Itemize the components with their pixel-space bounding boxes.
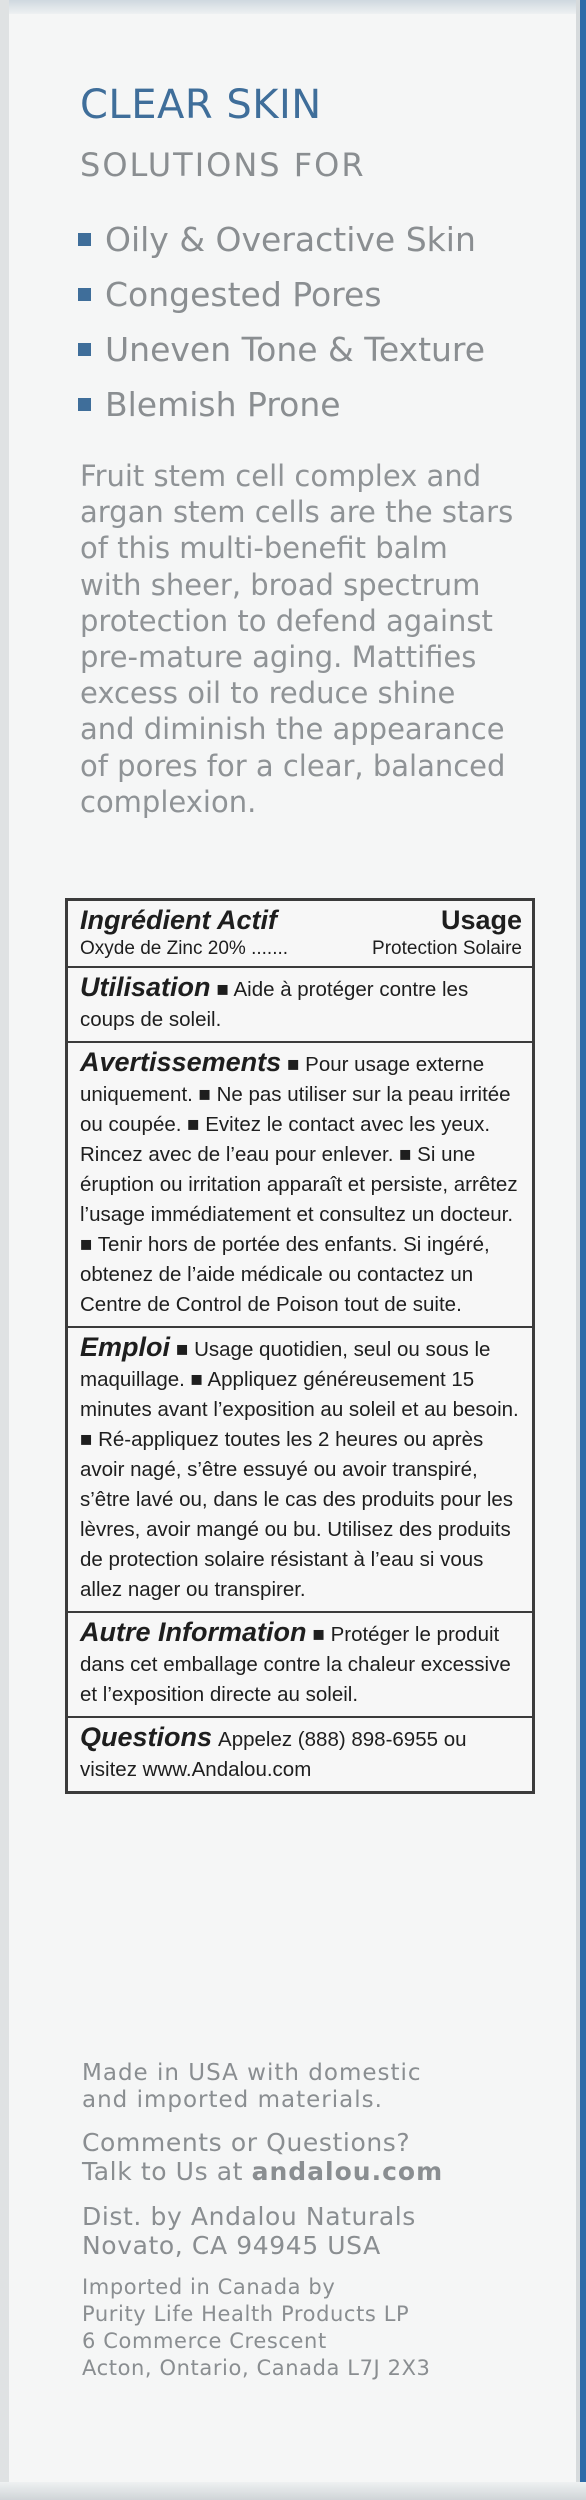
- square-bullet-icon: [78, 288, 91, 301]
- drug-facts-box: [65, 898, 535, 1794]
- benefit-label: Congested Pores: [105, 275, 382, 314]
- contact-statement: [82, 2128, 552, 2186]
- use-section: [68, 968, 532, 1043]
- directions-text: ■ Usage quotidien, seul ou sous le maquillage. ■ Appliquez généreusement 15 minutes avant l’exposition au soleil et au besoin. ■ Ré-appliquez toutes les 2 heures ou après avoir nagé, s’être essuyé ou avoir transpiré, s’être lavé ou, dans le cas des produits pour les lèvres, avoir mangé ou bu. Utilisez des produits de protection solaire résistant à l’eau si vous allez nager ou transpirer.: [80, 1338, 519, 1601]
- use-text: ■ Aide à protéger contre les coups de soleil.: [80, 978, 469, 1031]
- other-information-text: ■ Protéger le produit dans cet emballage contre la chaleur excessive et l’exposition directe au soleil.: [80, 1623, 511, 1706]
- benefits-list: [78, 212, 485, 432]
- panel-left-edge: [0, 0, 9, 2500]
- importer-line: 6 Commerce Crescent: [82, 2329, 327, 2353]
- comments-line: Comments or Questions?: [82, 2128, 411, 2157]
- made-in-line: and imported materials.: [82, 2087, 383, 2113]
- other-information-heading: Autre Information: [80, 1617, 307, 1647]
- description-line: Fruit stem cell complex and: [80, 459, 482, 493]
- benefit-item: [78, 377, 485, 432]
- description-line: pre-mature aging. Mattifies: [80, 640, 477, 675]
- distributor-line: Dist. by Andalou Naturals: [82, 2202, 416, 2231]
- website-link[interactable]: andalou.com: [251, 2157, 444, 2186]
- benefit-item: [78, 212, 485, 267]
- square-bullet-icon: [78, 398, 91, 411]
- made-in-statement: [82, 2060, 552, 2114]
- product-description: [80, 458, 550, 820]
- description-line: of pores for a clear, balanced: [80, 748, 506, 783]
- product-subheading: SOLUTIONS FOR: [80, 146, 366, 184]
- manufacturer-info: [82, 2060, 552, 2382]
- warnings-text: ■ Pour usage externe uniquement. ■ Ne pas utiliser sur la peau irritée ou coupée. ■ Evitez le contact avec les yeux. Rincez avec de l’eau pour enlever. ■ Si une éruption ou irritation apparaît et persiste, arrêtez l’usage immédiatement et consultez un docteur. ■ Tenir hors de portée des enfants. Si ingéré, obtenez de l’aide médicale ou contactez un Centre de Control de Poison tout de suite.: [80, 1053, 518, 1316]
- benefit-label: Blemish Prone: [105, 385, 341, 424]
- warnings-heading: Avertissements: [80, 1047, 282, 1077]
- benefit-item: [78, 322, 485, 377]
- use-heading: Utilisation: [80, 972, 211, 1002]
- description-line: and diminish the appearance: [80, 712, 505, 747]
- importer-info: [82, 2274, 552, 2382]
- active-ingredient-heading: Ingrédient Actif: [80, 905, 278, 935]
- description-line: with sheer, broad spectrum: [80, 567, 481, 602]
- directions-section: [68, 1328, 532, 1613]
- description-line: of this multi-benefit balm: [80, 531, 448, 566]
- importer-line: Purity Life Health Products LP: [82, 2302, 410, 2326]
- product-heading: CLEAR SKIN: [80, 82, 322, 128]
- distributor-info: [82, 2202, 552, 2260]
- warnings-section: [68, 1043, 532, 1328]
- questions-section: [68, 1718, 532, 1791]
- description-line: complexion.: [80, 784, 257, 819]
- directions-heading: Emploi: [80, 1332, 171, 1362]
- talk-to-us-line: [82, 2157, 552, 2186]
- importer-line: Acton, Ontario, Canada L7J 2X3: [82, 2356, 431, 2380]
- panel-right-edge: [580, 0, 586, 2500]
- talk-to-us-prefix: Talk to Us at: [82, 2157, 252, 2186]
- active-ingredient-section: [68, 901, 532, 968]
- panel-bottom-edge: [0, 2482, 586, 2500]
- distributor-line: Novato, CA 94945 USA: [82, 2231, 381, 2260]
- importer-line: Imported in Canada by: [82, 2275, 336, 2299]
- made-in-line: Made in USA with domestic: [82, 2060, 422, 2086]
- other-information-section: [68, 1613, 532, 1718]
- panel-top-edge: [0, 0, 586, 14]
- description-line: argan stem cells are the stars: [80, 495, 514, 530]
- description-line: excess oil to reduce shine: [80, 676, 456, 711]
- ingredient-usage: Protection Solaire: [372, 938, 522, 959]
- square-bullet-icon: [78, 233, 91, 246]
- benefit-item: [78, 267, 485, 322]
- ingredient-name: Oxyde de Zinc 20% .......: [80, 938, 289, 959]
- questions-text: Appelez (888) 898-6955 ou visitez www.Andalou.com: [80, 1728, 467, 1781]
- square-bullet-icon: [78, 343, 91, 356]
- benefit-label: Oily & Overactive Skin: [105, 220, 476, 259]
- description-line: protection to defend against: [80, 603, 493, 638]
- benefit-label: Uneven Tone & Texture: [105, 330, 486, 369]
- usage-heading: Usage: [440, 905, 522, 935]
- questions-heading: Questions: [80, 1722, 213, 1752]
